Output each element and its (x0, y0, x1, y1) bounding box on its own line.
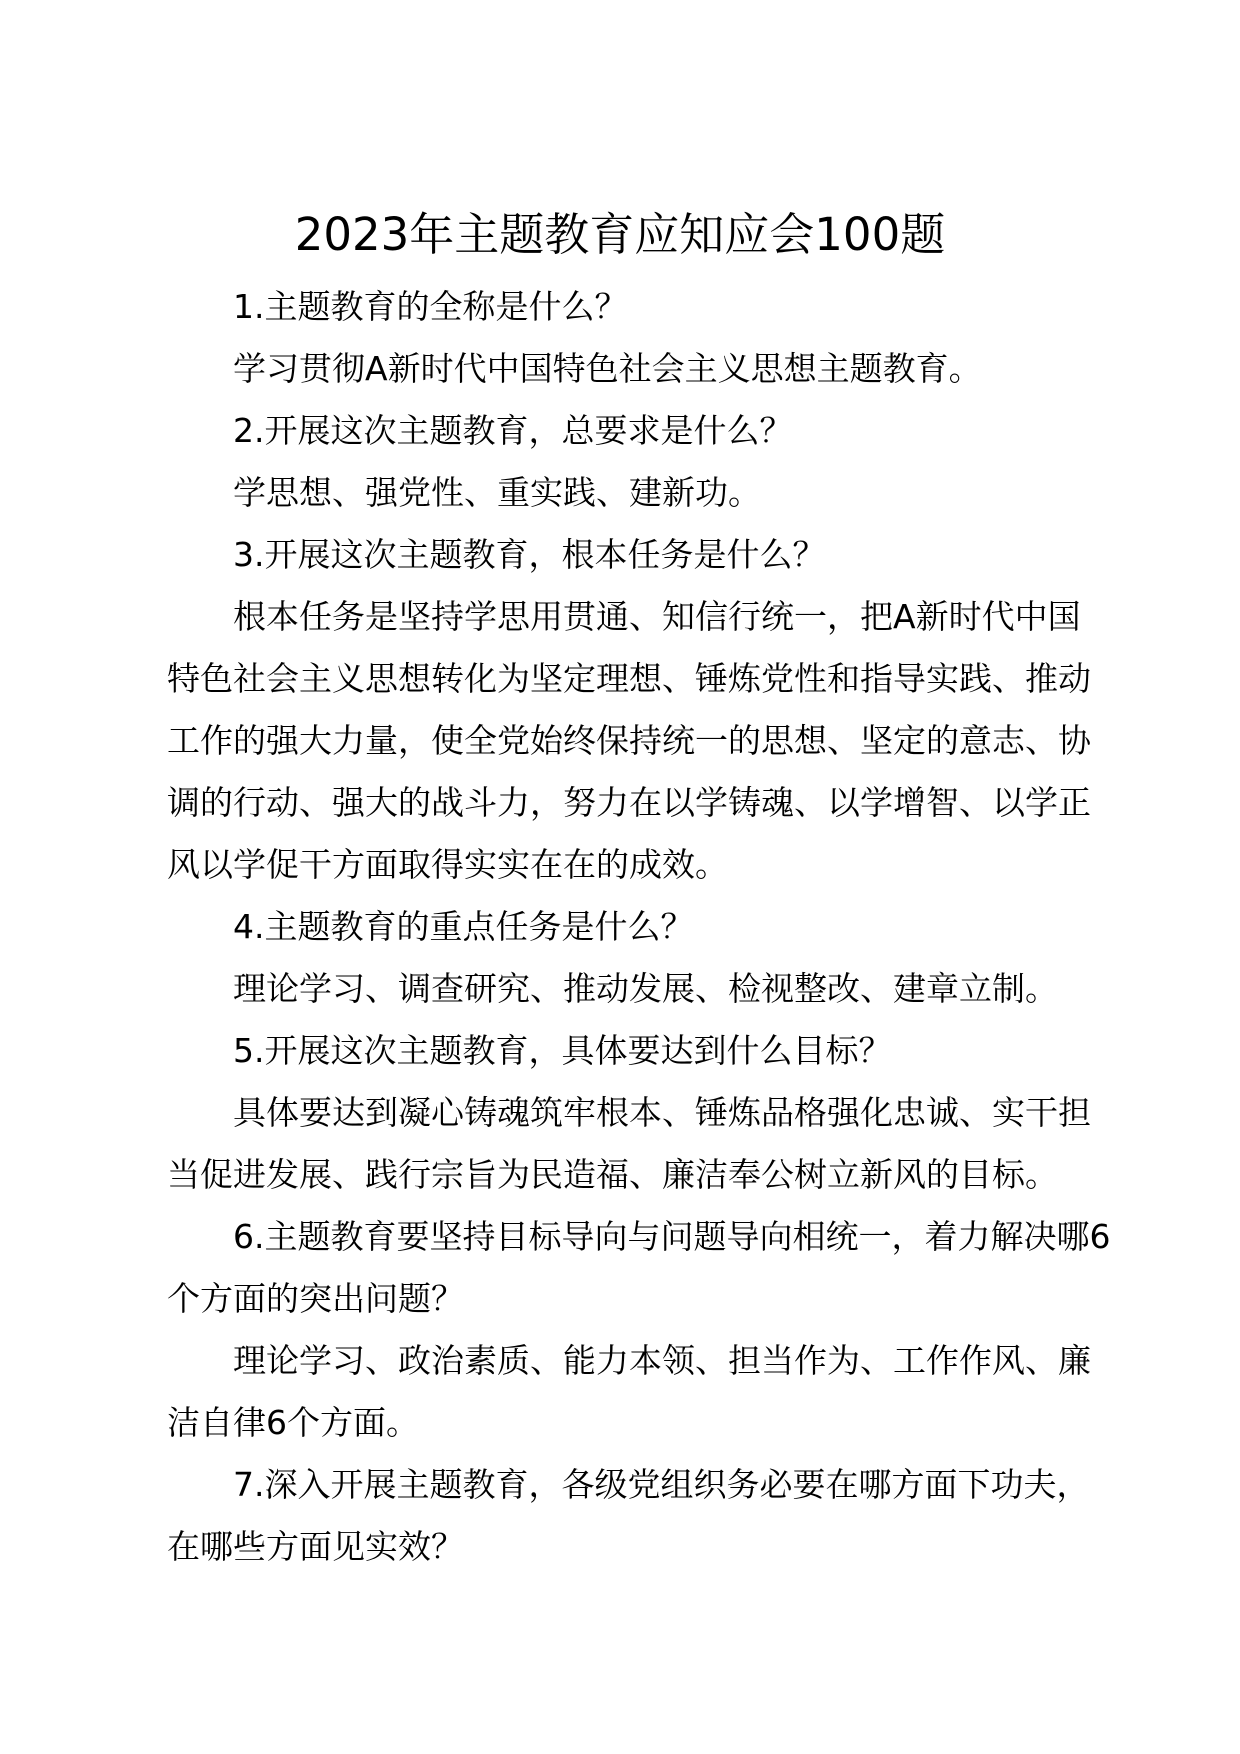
answer-6: 理论学习、政治素质、能力本领、担当作为、工作作风、廉洁自律6个方面。 (167, 1341, 1091, 1442)
question-7: 7.深入开展主题教育，各级党组织务必要在哪方面下功夫，在哪些方面见实效？ (167, 1465, 1090, 1566)
document-body (167, 276, 1113, 1578)
question-1: 1.主题教育的全称是什么？ (233, 287, 628, 326)
document-title: 2023年主题教育应知应会100题 (294, 208, 946, 261)
question-3: 3.开展这次主题教育，根本任务是什么？ (233, 535, 826, 574)
answer-5: 具体要达到凝心铸魂筑牢根本、锤炼品格强化忠诚、实干担当促进发展、践行宗旨为民造福、廉洁奉公树立新风的目标。 (167, 1093, 1091, 1194)
answer-1: 学习贯彻A新时代中国特色社会主义思想主题教育。 (233, 349, 982, 388)
answer-2: 学思想、强党性、重实践、建新功。 (233, 473, 761, 512)
answer-4: 理论学习、调查研究、推动发展、检视整改、建章立制。 (233, 969, 1058, 1008)
question-4: 4.主题教育的重点任务是什么？ (233, 907, 694, 946)
question-5: 5.开展这次主题教育，具体要达到什么目标？ (233, 1031, 892, 1070)
answer-3: 根本任务是坚持学思用贯通、知信行统一，把A新时代中国特色社会主义思想转化为坚定理想、锤炼党性和指导实践、推动工作的强大力量，使全党始终保持统一的思想、坚定的意志、协调的行动、强大的战斗力，努力在以学铸魂、以学增智、以学正风以学促干方面取得实实在在的成效。 (167, 597, 1091, 884)
question-2: 2.开展这次主题教育，总要求是什么？ (233, 411, 793, 450)
question-6: 6.主题教育要坚持目标导向与问题导向相统一，着力解决哪6个方面的突出问题？ (167, 1217, 1111, 1318)
